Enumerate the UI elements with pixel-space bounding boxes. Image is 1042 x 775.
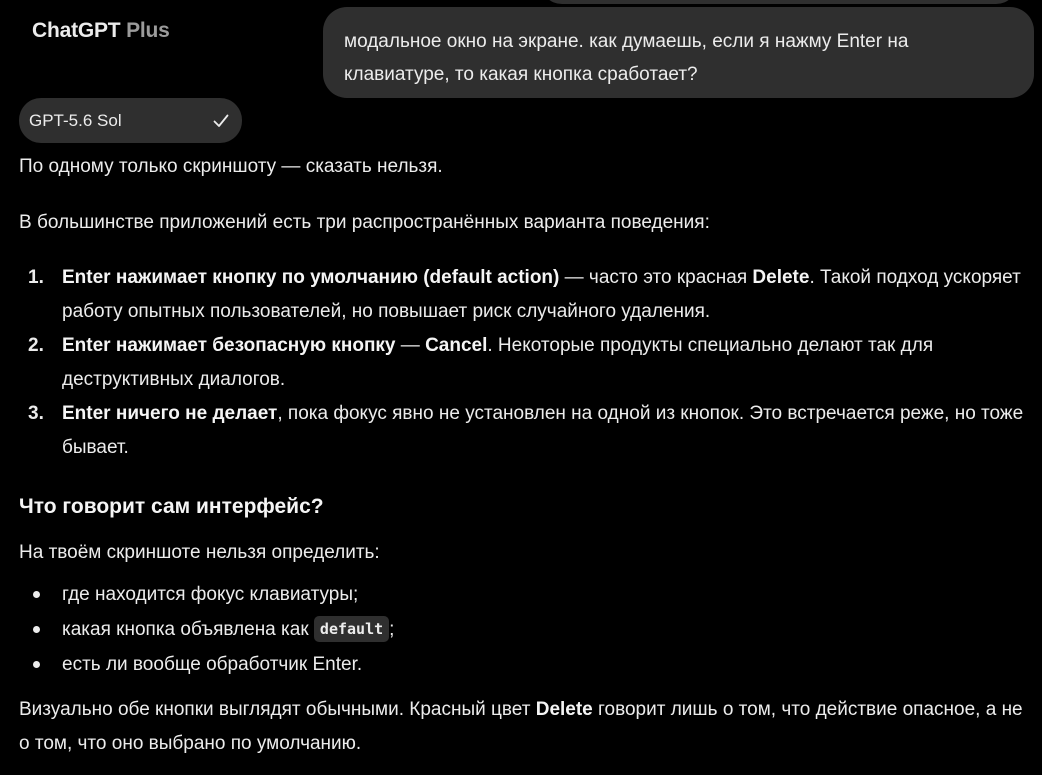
list-item bbox=[19, 647, 394, 682]
conclusion-text: Визуально обе кнопки выглядят обычными. Красный цвет bbox=[19, 699, 536, 720]
list-item bbox=[19, 261, 1039, 329]
option-bold-secondary: Cancel bbox=[425, 335, 488, 356]
bullet-text: где находится фокус клавиатуры; bbox=[62, 584, 359, 605]
option-text: — часто это красная bbox=[559, 267, 753, 288]
options-list bbox=[19, 261, 1039, 465]
option-text: — bbox=[395, 335, 426, 356]
option-text-rest: . Некоторые продукты специально делают так для деструктивных диалогов. bbox=[62, 335, 934, 390]
app-brand[interactable] bbox=[32, 19, 170, 43]
bullet-icon bbox=[33, 591, 40, 598]
option-bold: Enter нажимает безопасную кнопку bbox=[62, 335, 396, 356]
option-bold-secondary: Delete bbox=[752, 267, 810, 288]
user-message-bubble bbox=[323, 7, 1034, 98]
list-item bbox=[19, 397, 1039, 465]
list-number: 3. bbox=[28, 403, 44, 424]
bullet-icon bbox=[33, 661, 40, 668]
section-heading: Что говорит сам интерфейс? bbox=[19, 495, 324, 518]
user-message-text: модальное окно на экране. как думаешь, если я нажму Enter на клавиатуре, то какая кнопка сработает? bbox=[344, 31, 909, 85]
list-number: 1. bbox=[28, 267, 44, 288]
conclusion-text-rest: говорит лишь о том, что действие опасное, а не о том, что оно выбрано по умолчанию. bbox=[19, 699, 1023, 754]
section-lead: На твоём скриншоте нельзя определить: bbox=[19, 542, 380, 563]
bullet-text: какая кнопка объявлена как bbox=[62, 619, 314, 640]
list-number: 2. bbox=[28, 335, 44, 356]
previous-message-bubble bbox=[540, 0, 1018, 4]
response-intro: По одному только скриншоту — сказать нельзя. bbox=[19, 156, 443, 177]
conclusion-bold: Delete bbox=[535, 699, 593, 720]
list-item bbox=[19, 329, 1039, 397]
option-bold: Enter ничего не делает bbox=[62, 403, 278, 424]
brand-tier: Plus bbox=[126, 19, 170, 42]
response-lead: В большинстве приложений есть три распространённых варианта поведения: bbox=[19, 212, 710, 233]
bullet-text-rest: ; bbox=[389, 619, 395, 640]
check-icon bbox=[212, 112, 230, 130]
model-selector[interactable] bbox=[19, 98, 242, 143]
bullet-text: есть ли вообще обработчик Enter. bbox=[62, 654, 363, 675]
inline-code: default bbox=[314, 616, 389, 642]
list-item bbox=[19, 577, 394, 612]
response-conclusion bbox=[19, 693, 1034, 761]
bullet-list bbox=[19, 577, 394, 682]
model-label: GPT-5.6 Sol bbox=[29, 110, 122, 130]
option-text: , пока фокус явно не установлен на одной из кнопок. Это встречается реже, но тоже бывает. bbox=[62, 403, 1024, 458]
brand-name: ChatGPT bbox=[32, 19, 121, 42]
option-bold: Enter нажимает кнопку по умолчанию (default action) bbox=[62, 267, 560, 288]
bullet-icon bbox=[33, 626, 40, 633]
option-text-rest: . Такой подход ускоряет работу опытных пользователей, но повышает риск случайного удаления. bbox=[62, 267, 1021, 322]
list-item bbox=[19, 612, 394, 647]
